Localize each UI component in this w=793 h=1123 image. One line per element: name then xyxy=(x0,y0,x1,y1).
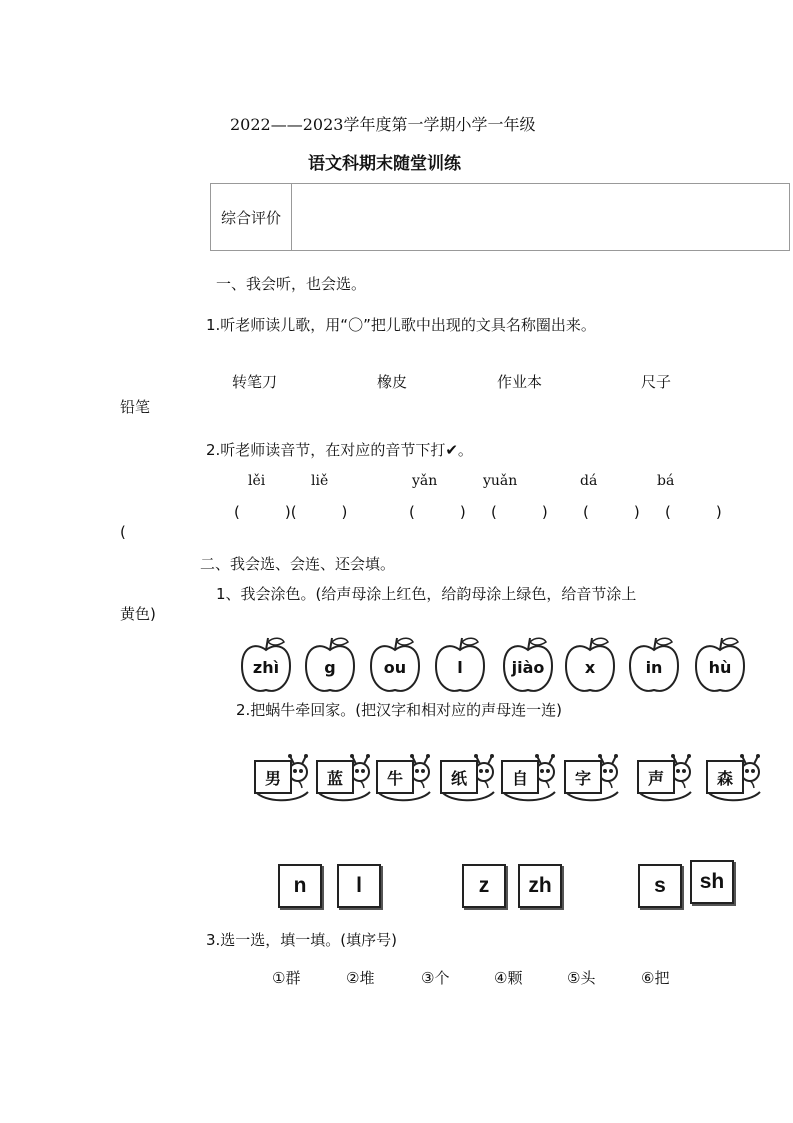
measure-word-option: ③个 xyxy=(421,969,450,987)
measure-word-option: ①群 xyxy=(272,969,301,987)
apple-label: in xyxy=(645,658,663,677)
answer-parens[interactable]: ( ) xyxy=(665,503,722,521)
snail-card[interactable] xyxy=(312,754,378,806)
snail-card[interactable] xyxy=(497,754,563,806)
measure-word-option: ⑤头 xyxy=(567,969,596,987)
initial-card[interactable]: n xyxy=(278,864,322,908)
snail-card[interactable] xyxy=(702,754,768,806)
snail-character: 蓝 xyxy=(316,760,354,794)
snail-character: 自 xyxy=(501,760,539,794)
section2-q3-text: 3.选一选，填一填。(填序号) xyxy=(206,931,398,949)
section1-q2-text: 2.听老师读音节，在对应的音节下打✔。 xyxy=(206,441,473,459)
syllable: lěi xyxy=(248,473,266,489)
section1-heading: 一、我会听，也会选。 xyxy=(216,275,367,293)
apple-card[interactable] xyxy=(302,634,358,696)
section2-q1-text-cont: 黄色) xyxy=(120,605,156,623)
stationery-item: 转笔刀 xyxy=(232,373,278,391)
syllable: yuǎn xyxy=(483,473,518,489)
snail-card[interactable] xyxy=(560,754,626,806)
measure-word-option: ②堆 xyxy=(346,969,375,987)
snail-card[interactable] xyxy=(372,754,438,806)
syllable: yǎn xyxy=(412,473,438,489)
initial-card[interactable]: s xyxy=(638,864,682,908)
answer-parens[interactable]: ( )( ) xyxy=(234,503,348,521)
apple-card[interactable] xyxy=(367,634,423,696)
snail-character: 森 xyxy=(706,760,744,794)
measure-word-option: ⑥把 xyxy=(641,969,670,987)
stationery-item: 铅笔 xyxy=(120,398,151,416)
answer-parens[interactable]: ( ) xyxy=(409,503,466,521)
apple-card[interactable] xyxy=(626,634,682,696)
answer-parens: ( xyxy=(120,523,126,541)
syllable: liě xyxy=(311,473,329,489)
apple-label: ou xyxy=(383,658,407,677)
initial-card[interactable]: z xyxy=(462,864,506,908)
apple-label: zhì xyxy=(252,658,280,677)
apple-label: jiào xyxy=(511,658,545,677)
snail-card[interactable] xyxy=(436,754,502,806)
snail-character: 声 xyxy=(637,760,675,794)
page-title: 语文科期末随堂训练 xyxy=(308,154,461,174)
answer-parens[interactable]: ( ) xyxy=(583,503,640,521)
initial-card[interactable]: l xyxy=(337,864,381,908)
syllable: bá xyxy=(657,473,675,489)
apple-card[interactable] xyxy=(432,634,488,696)
snail-card[interactable] xyxy=(633,754,699,806)
stationery-item: 橡皮 xyxy=(377,373,408,391)
apple-card[interactable] xyxy=(238,634,294,696)
initial-card[interactable]: sh xyxy=(690,860,734,904)
section2-heading: 二、我会选、会连、还会填。 xyxy=(200,555,396,573)
evaluation-value xyxy=(292,184,789,250)
title-line-1: 2022——2023学年度第一学期小学一年级 xyxy=(230,115,536,134)
snail-character: 纸 xyxy=(440,760,478,794)
apple-label: hù xyxy=(708,658,732,677)
apple-label: g xyxy=(324,658,336,677)
apple-label: l xyxy=(457,658,463,677)
snail-character: 字 xyxy=(564,760,602,794)
apple-card[interactable] xyxy=(692,634,748,696)
section2-q2-text: 2.把蜗牛牵回家。(把汉字和相对应的声母连一连) xyxy=(236,701,563,719)
apple-label: x xyxy=(584,658,596,677)
apple-card[interactable] xyxy=(500,634,556,696)
snail-character: 男 xyxy=(254,760,292,794)
answer-parens[interactable]: ( ) xyxy=(491,503,548,521)
stationery-item: 作业本 xyxy=(497,373,543,391)
snail-character: 牛 xyxy=(376,760,414,794)
section2-q1-text: 1、我会涂色。(给声母涂上红色，给韵母涂上绿色，给音节涂上 xyxy=(216,585,637,603)
initial-card[interactable]: zh xyxy=(518,864,562,908)
measure-word-option: ④颗 xyxy=(494,969,523,987)
stationery-item: 尺子 xyxy=(641,373,672,391)
evaluation-label: 综合评价 xyxy=(211,184,292,250)
syllable: dá xyxy=(580,473,598,489)
section1-q1-text: 1.听老师读儿歌，用“〇”把儿歌中出现的文具名称圈出来。 xyxy=(206,316,596,334)
apple-card[interactable] xyxy=(562,634,618,696)
evaluation-table xyxy=(210,183,790,251)
snail-card[interactable] xyxy=(250,754,316,806)
